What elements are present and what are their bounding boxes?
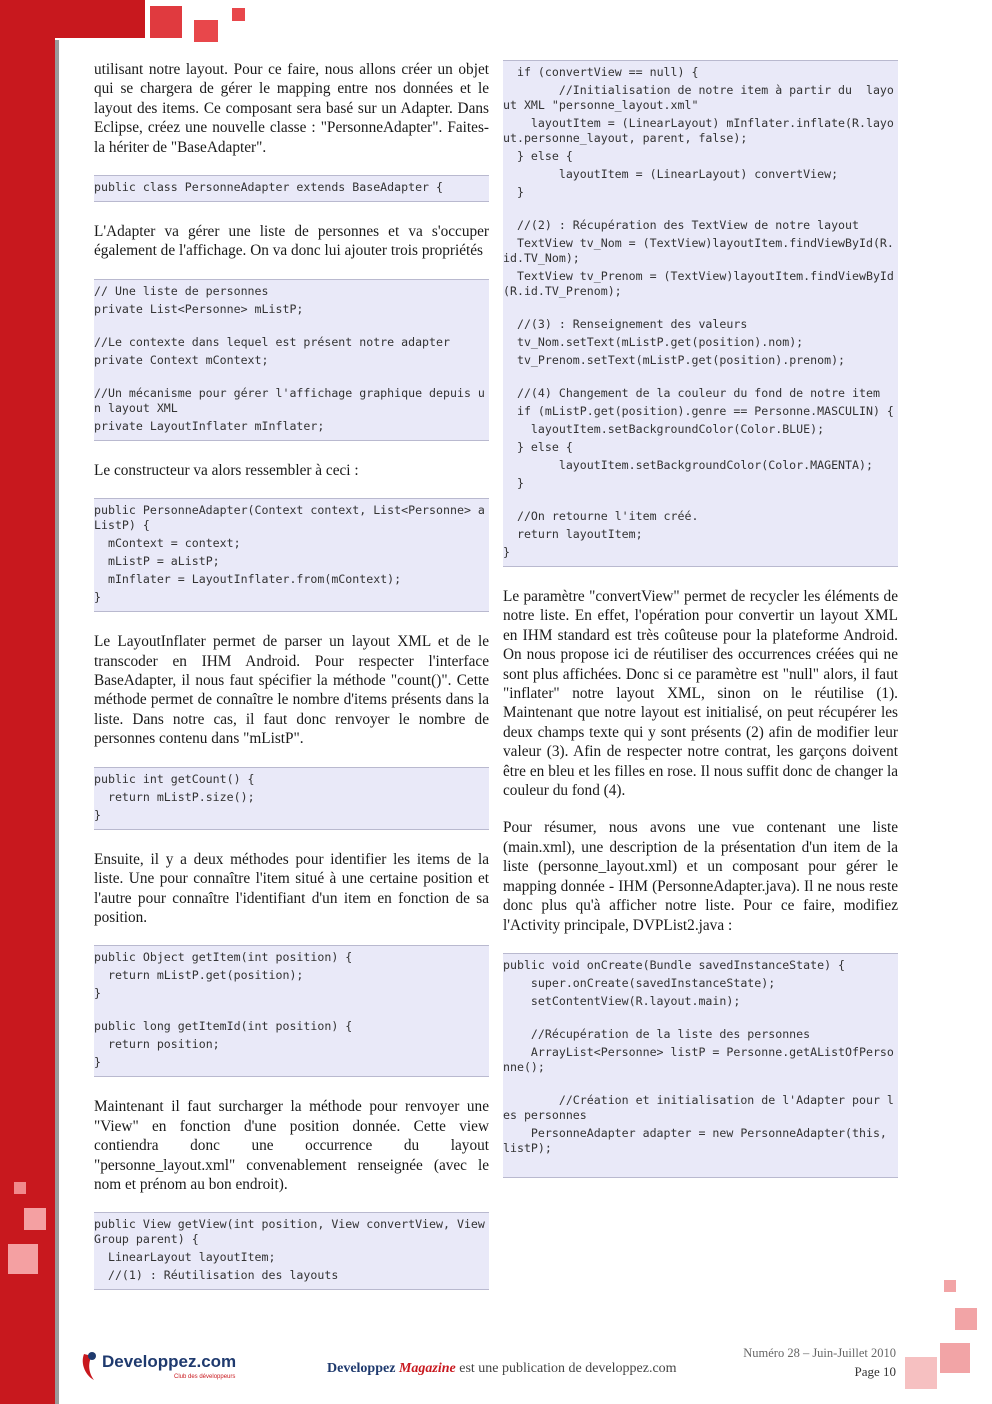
top-red-band <box>0 0 145 38</box>
footer-brand-em: Magazine <box>398 1361 456 1376</box>
code-block <box>94 945 489 1077</box>
footer-brand: Developpez <box>327 1361 396 1376</box>
code-line: } <box>503 476 524 490</box>
deco-square <box>955 1308 977 1330</box>
code-line: } <box>94 1055 101 1070</box>
code-line: } <box>94 807 101 822</box>
deco-square <box>944 1280 956 1292</box>
code-line: } <box>94 590 101 605</box>
code-line: setContentView(R.layout.main); <box>503 993 741 1008</box>
code-line: return mListP.get(position); <box>94 968 304 983</box>
code-line <box>503 203 898 215</box>
code-line: layoutItem.setBackgroundColor(Color.BLUE); <box>503 422 825 436</box>
code-line: //(1) : Réutilisation des layouts <box>94 1268 339 1283</box>
code-line: } else { <box>503 440 573 454</box>
code-line: } else { <box>503 149 573 163</box>
left-red-bar <box>0 0 55 1404</box>
code-line: //On retourne l'item créé. <box>503 509 699 523</box>
paragraph: Pour résumer, nous avons une vue contenant une liste (main.xml), une description de la présentation d'un item de la liste (personne_layout.xml) et un composant pour gérer le mapping donnée - IHM (PersonneAdapter.java). Il ne nous reste donc plus qu'à afficher notre liste. Pour ce faire, modifiez l'Activity principale, DVPList2.java : <box>503 819 898 934</box>
code-line: //(4) Changement de la couleur du fond de notre item <box>503 386 880 400</box>
code-block <box>94 1212 489 1290</box>
code-line: mInflater = LayoutInflater.from(mContext); <box>94 572 402 587</box>
code-line: } <box>503 185 524 199</box>
code-line: public PersonneAdapter(Context context, List<Personne> aListP) { <box>94 503 485 533</box>
code-line: return position; <box>94 1037 220 1052</box>
code-block <box>503 60 898 567</box>
code-line: //Récupération de la liste des personnes <box>503 1026 811 1041</box>
code-line: tv_Nom.setText(mListP.get(position).nom); <box>503 335 804 349</box>
code-line: if (mListP.get(position).genre == Personne.MASCULIN) { <box>503 404 894 418</box>
code-line: //Initialisation de notre item à partir du layout XML "personne_layout.xml" <box>503 83 894 112</box>
code-line: public void onCreate(Bundle savedInstanceState) { <box>503 957 846 972</box>
code-line <box>503 1012 898 1024</box>
code-line: //(3) : Renseignement des valeurs <box>503 317 748 331</box>
code-line <box>94 371 489 383</box>
deco-square <box>940 1343 970 1373</box>
code-line <box>503 1159 898 1171</box>
code-line: private List<Personne> mListP; <box>94 301 304 316</box>
code-line: //Un mécanisme pour gérer l'affichage graphique depuis un layout XML <box>94 385 485 415</box>
code-line: public long getItemId(int position) { <box>94 1019 353 1034</box>
paragraph: Le paramètre "convertView" permet de recycler les éléments de notre liste. En effet, l'opération pour convertir un layout XML en IHM standard est très coûteuse pour la plateforme Android. On nous propose ici de réutiliser des occurrences créées qui ne sont plus affichées. Donc si ce paramètre est "null" alors, il faut "inflater" notre layout XML, sinon on le réutilise (1). Maintenant que notre layout est initialisé, on peut récupérer les deux champs texte qui y sont présents (2) afin de modifier leur valeur (3). Afin de respecter notre contrat, les garçons doivent être en bleu et les filles en rose. Il nous suffit donc de changer la couleur du fond (4). <box>503 588 898 800</box>
code-line: mListP = aListP; <box>94 554 220 569</box>
footer-publication <box>327 1361 677 1377</box>
deco-square <box>14 1182 26 1194</box>
developpez-logo <box>78 1348 248 1384</box>
code-block <box>94 279 489 441</box>
code-line: public class PersonneAdapter extends BaseAdapter { <box>94 180 444 195</box>
issue-number: Numéro 28 – Juin-Juillet 2010 <box>743 1346 896 1360</box>
code-line: //Le contexte dans lequel est présent notre adapter <box>94 334 450 349</box>
code-block <box>94 498 489 612</box>
code-line <box>94 1004 489 1016</box>
code-block <box>94 767 489 830</box>
code-line: PersonneAdapter adapter = new PersonneAdapter(this, listP); <box>503 1125 894 1155</box>
paragraph: L'Adapter va gérer une liste de personnes et va s'occuper également de l'affichage. On va donc lui ajouter trois propriétés <box>94 223 489 260</box>
code-line: } <box>503 545 510 559</box>
paragraph: Ensuite, il y a deux méthodes pour identifier les items de la liste. Une pour connaître l'item situé à une certaine position et l'autre pour connaître l'identifiant d'un item en fonction de sa position. <box>94 850 489 926</box>
paragraph: utilisant notre layout. Pour ce faire, nous allons créer un objet qui se chargera de gérer le mapping entre nos données et le layout des items. Ce composant sera basé sur un Adapter. Dans Eclipse, créez une nouvelle classe : "PersonneAdapter". Faites-la hériter de "BaseAdapter". <box>94 61 489 156</box>
code-line: ArrayList<Personne> listP = Personne.getAListOfPersonne(); <box>503 1044 894 1074</box>
code-line <box>503 302 898 314</box>
code-line: mContext = context; <box>94 536 241 551</box>
code-line: private Context mContext; <box>94 352 269 367</box>
code-line: tv_Prenom.setText(mListP.get(position).prenom); <box>503 353 846 367</box>
code-line: //Création et initialisation de l'Adapter pour les personnes <box>503 1092 894 1122</box>
paragraph: Le constructeur va alors ressembler à ceci : <box>94 461 359 479</box>
code-line: public View getView(int position, View convertView, ViewGroup parent) { <box>94 1217 485 1247</box>
left-column <box>94 60 489 1310</box>
deco-square <box>150 6 182 38</box>
code-line: layoutItem.setBackgroundColor(Color.MAGENTA); <box>503 458 873 472</box>
paragraph: Le LayoutInflater permet de parser un layout XML et de le transcoder en IHM Android. Pour respecter l'interface BaseAdapter, il nous faut spécifier la méthode "count()". Cette méthode permet de connaître le nombre d'items présents dans la liste. Dans notre cas, il faut donc renvoyer le nombre de personnes contenu dans "mListP". <box>94 633 489 748</box>
code-line: layoutItem = (LinearLayout) mInflater.inflate(R.layout.personne_layout, parent, false); <box>503 116 894 145</box>
deco-square <box>8 1244 38 1274</box>
code-line: LinearLayout layoutItem; <box>94 1250 276 1265</box>
left-bar-shadow <box>55 40 59 1404</box>
deco-square <box>194 20 218 42</box>
code-line: public int getCount() { <box>94 771 255 786</box>
code-block <box>94 175 489 202</box>
code-line: TextView tv_Nom = (TextView)layoutItem.findViewById(R.id.TV_Nom); <box>503 236 894 265</box>
deco-square <box>24 1208 46 1230</box>
code-line <box>503 1078 898 1090</box>
right-column <box>503 60 898 1198</box>
deco-square <box>905 1357 937 1389</box>
code-line: } <box>94 986 101 1001</box>
code-line: super.onCreate(savedInstanceState); <box>503 975 776 990</box>
deco-square <box>232 8 245 21</box>
code-line <box>503 371 898 383</box>
logo-text: Developpez.com <box>102 1352 237 1371</box>
code-line: TextView tv_Prenom = (TextView)layoutItem.findViewById(R.id.TV_Prenom); <box>503 269 894 298</box>
code-line: public Object getItem(int position) { <box>94 950 353 965</box>
code-line: return mListP.size(); <box>94 789 255 804</box>
code-line: layoutItem = (LinearLayout) convertView; <box>503 167 839 181</box>
paragraph: Maintenant il faut surcharger la méthode pour renvoyer une "View" en fonction d'une position donnée. Cette view contiendra donc une occurrence du layout "personne_layout.xml" convenablement renseignée (avec le nom et prénom au bon endroit). <box>94 1098 489 1193</box>
code-line: //(2) : Récupération des TextView de notre layout <box>503 218 859 232</box>
code-line: private LayoutInflater mInflater; <box>94 418 325 433</box>
code-line: if (convertView == null) { <box>503 65 699 79</box>
footer-publication-text: est une publication de developpez.com <box>455 1361 677 1376</box>
code-block <box>503 953 898 1178</box>
logo-subtext: Club des développeurs <box>174 1374 236 1380</box>
page-number: Page 10 <box>854 1364 896 1379</box>
code-line: return layoutItem; <box>503 527 643 541</box>
code-line: // Une liste de personnes <box>94 283 269 298</box>
code-line <box>94 320 489 332</box>
code-line <box>503 494 898 506</box>
